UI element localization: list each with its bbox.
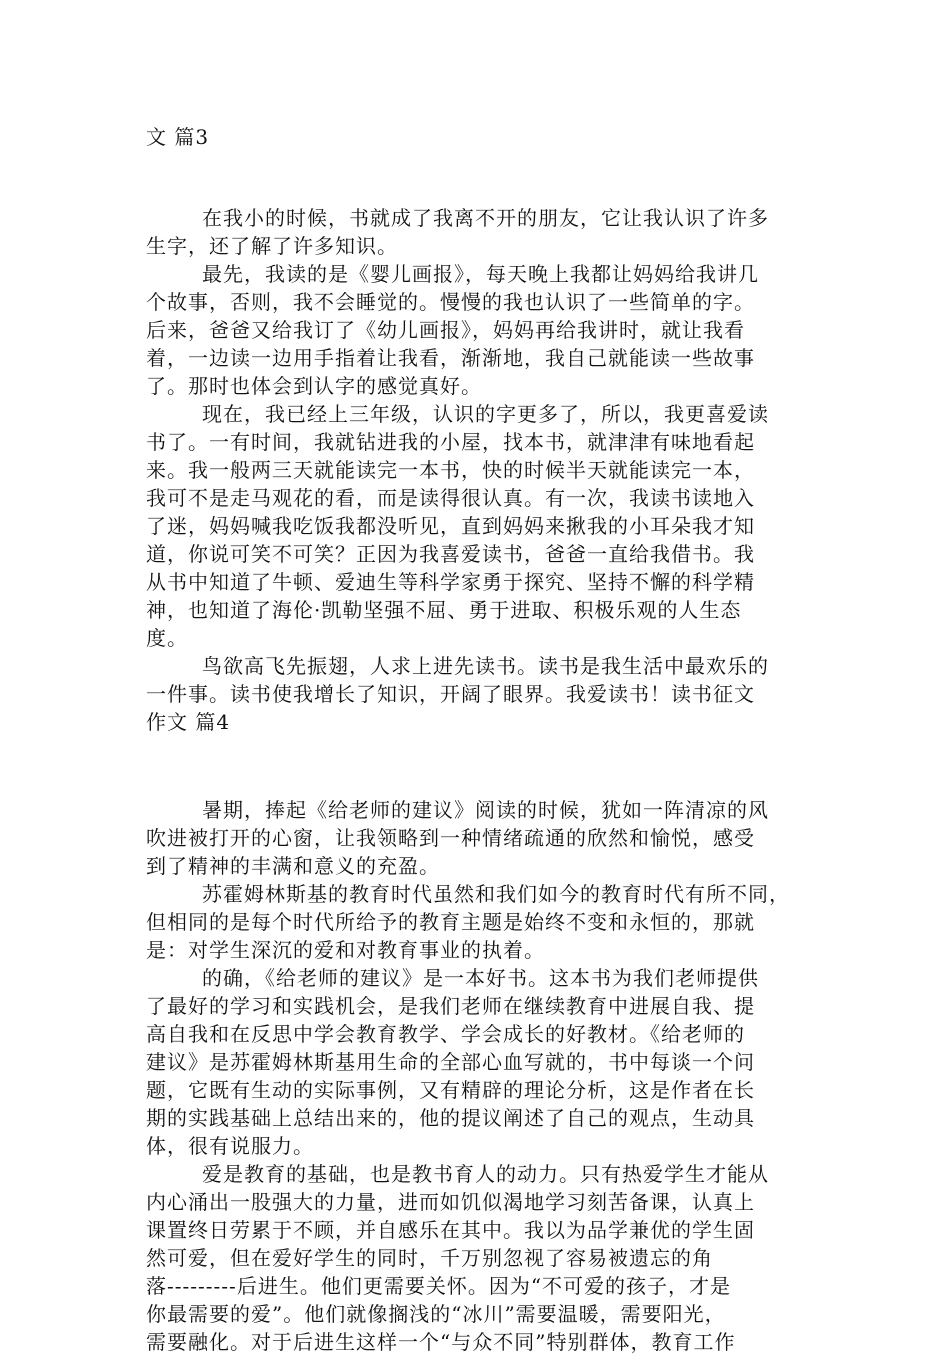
paragraph-line: 苏霍姆林斯基的教育时代虽然和我们如今的教育时代有所不同， xyxy=(202,882,790,906)
paragraph-line: 书了。一有时间，我就钻进我的小屋，找本书，就津津有味地看起 xyxy=(146,430,755,454)
paragraph-line: 吹进被打开的心窗，让我领略到一种情绪疏通的欣然和愉悦，感受 xyxy=(146,826,755,850)
paragraph-line: 内心涌出一股强大的力量，进而如饥似渴地学习刻苦备课，认真上 xyxy=(146,1190,755,1214)
paragraph-line: 暑期，捧起《给老师的建议》阅读的时候，犹如一阵清凉的风 xyxy=(202,798,769,822)
paragraph-line: 度。 xyxy=(146,626,188,650)
paragraph-line: 鸟欲高飞先振翅，人求上进先读书。读书是我生活中最欢乐的 xyxy=(202,654,769,678)
paragraph-line: 来。我一般两三天就能读完一本书，快的时候半天就能读完一本， xyxy=(146,458,755,482)
paragraph-line: 后来，爸爸又给我订了《幼儿画报》，妈妈再给我讲时，就让我看 xyxy=(146,318,745,342)
paragraph-line: 道，你说可笑不可笑？正因为我喜爱读书，爸爸一直给我借书。我 xyxy=(146,542,755,566)
paragraph-line: 从书中知道了牛顿、爱迪生等科学家勇于探究、坚持不懈的科学精 xyxy=(146,570,755,594)
paragraph-line: 到了精神的丰满和意义的充盈。 xyxy=(146,854,440,878)
paragraph-line: 了迷，妈妈喊我吃饭我都没听见，直到妈妈来揪我的小耳朵我才知 xyxy=(146,514,755,538)
paragraph-line: 最先，我读的是《婴儿画报》，每天晚上我都让妈妈给我讲几 xyxy=(202,262,759,286)
paragraph-line: 建议》是苏霍姆林斯基用生命的全部心血写就的，书中每谈一个问 xyxy=(146,1050,755,1074)
paragraph-line: 是：对学生深沉的爱和对教育事业的执着。 xyxy=(146,938,545,962)
paragraph-line: 你最需要的爱”。他们就像搁浅的“冰川”需要温暖，需要阳光， xyxy=(146,1302,726,1326)
section-3-body xyxy=(146,204,806,736)
paragraph-line: 在我小的时候，书就成了我离不开的朋友，它让我认识了许多 xyxy=(202,206,769,230)
section-heading: 作文 篇4 xyxy=(146,710,231,734)
paragraph-line: 爱是教育的基础，也是教书育人的动力。只有热爱学生才能从 xyxy=(202,1162,769,1186)
paragraph-line: 神，也知道了海伦·凯勒坚强不屈、勇于进取、积极乐观的人生态 xyxy=(146,598,742,622)
paragraph-line: 高自我和在反思中学会教育教学、学会成长的好教材。《给老师的 xyxy=(146,1022,745,1046)
section-4-body xyxy=(146,796,806,1356)
paragraph-line: 一件事。读书使我增长了知识，开阔了眼界。我爱读书！读书征文 xyxy=(146,682,755,706)
paragraph-line: 体，很有说服力。 xyxy=(146,1134,314,1158)
paragraph-line: 需要融化。对于后进生这样一个“与众不同”特别群体，教育工作 xyxy=(146,1330,736,1354)
document-page xyxy=(146,123,806,1356)
paragraph-line: 个故事，否则，我不会睡觉的。慢慢的我也认识了一些简单的字。 xyxy=(146,290,755,314)
paragraph-line: 了。那时也体会到认字的感觉真好。 xyxy=(146,374,482,398)
paragraph-line: 课置终日劳累于不顾，并自感乐在其中。我以为品学兼优的学生固 xyxy=(146,1218,755,1242)
paragraph-line: 现在，我已经上三年级，认识的字更多了，所以，我更喜爱读 xyxy=(202,402,769,426)
paragraph-line: 我可不是走马观花的看，而是读得很认真。有一次，我读书读地入 xyxy=(146,486,755,510)
paragraph-line: 的确，《给老师的建议》是一本好书。这本书为我们老师提供 xyxy=(202,966,759,990)
spacer xyxy=(146,736,806,796)
paragraph-line: 然可爱，但在爱好学生的同时，千万别忽视了容易被遗忘的角 xyxy=(146,1246,713,1270)
section-heading: 文 篇3 xyxy=(146,125,210,149)
paragraph-line: 生字，还了解了许多知识。 xyxy=(146,234,398,258)
spacer xyxy=(146,151,806,204)
paragraph-line: 但相同的是每个时代所给予的教育主题是始终不变和永恒的，那就 xyxy=(146,910,755,934)
paragraph-line: 题，它既有生动的实际事例，又有精辟的理论分析，这是作者在长 xyxy=(146,1078,755,1102)
paragraph-line: 落---------后进生。他们更需要关怀。因为“不可爱的孩子，才是 xyxy=(146,1274,732,1298)
paragraph-line: 着，一边读一边用手指着让我看，渐渐地，我自己就能读一些故事 xyxy=(146,346,755,370)
paragraph-line: 期的实践基础上总结出来的，他的提议阐述了自己的观点，生动具 xyxy=(146,1106,755,1130)
paragraph-line: 了最好的学习和实践机会，是我们老师在继续教育中进展自我、提 xyxy=(146,994,755,1018)
